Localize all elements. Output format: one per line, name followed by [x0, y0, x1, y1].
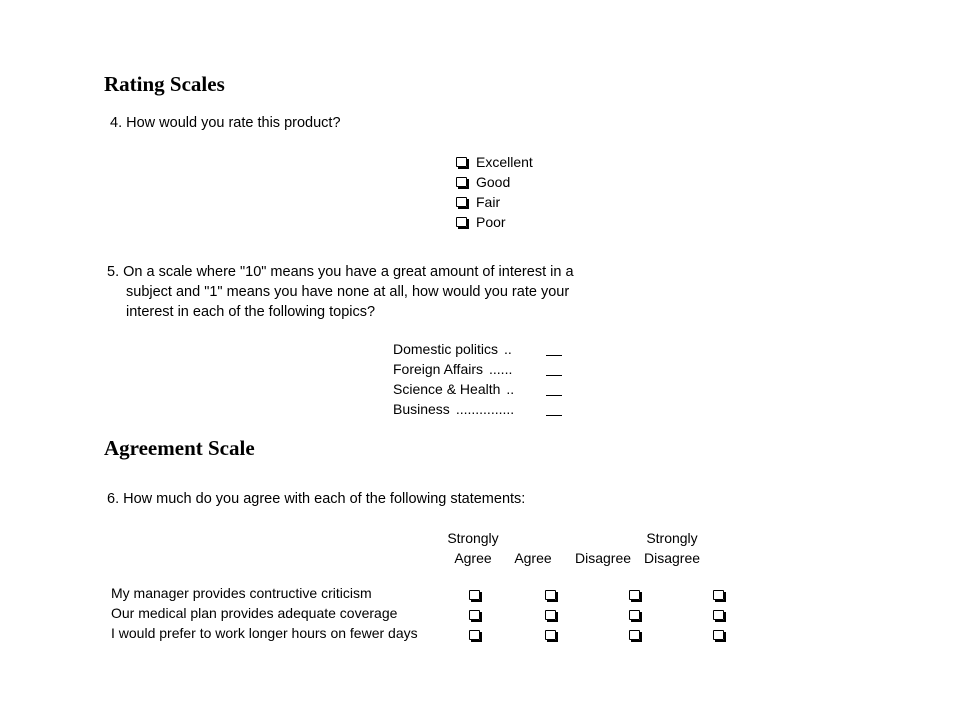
question-5-text — [107, 262, 574, 322]
statement-row — [111, 586, 711, 606]
checkbox-icon[interactable] — [545, 590, 556, 600]
statement-table — [111, 586, 711, 646]
topic-dots: .. — [506, 381, 515, 397]
statement-row — [111, 606, 711, 626]
topic-answer-blank[interactable] — [546, 403, 562, 416]
agreement-scale-heading: Agreement Scale — [104, 436, 255, 460]
checkbox-icon[interactable] — [713, 590, 724, 600]
column-header-agree — [508, 528, 558, 568]
column-header-line-2: Agree — [454, 550, 492, 566]
rating-scales-heading: Rating Scales — [104, 72, 225, 96]
question-4-options — [456, 152, 533, 232]
topic-dots: .. — [504, 341, 512, 357]
checkbox-icon[interactable] — [713, 630, 724, 640]
checkbox-icon[interactable] — [456, 197, 467, 207]
column-header-strongly-disagree — [638, 528, 706, 568]
question-5-line-2: subject and "1" means you have none at all, how would you rate your — [126, 284, 570, 300]
checkbox-icon[interactable] — [469, 610, 480, 620]
topic-answer-blank[interactable] — [546, 363, 562, 376]
checkbox-icon[interactable] — [456, 157, 467, 167]
topic-label: Domestic politics — [393, 341, 499, 357]
topic-row — [393, 379, 514, 399]
topic-row — [393, 399, 514, 419]
column-header-line-2: Agree — [514, 550, 552, 566]
checkbox-icon[interactable] — [713, 610, 724, 620]
question-5-line-1: 5. On a scale where "10" means you have a great amount of interest in a — [107, 264, 574, 280]
checkbox-icon[interactable] — [629, 630, 640, 640]
topic-dots: ...... — [489, 361, 513, 377]
topic-label: Foreign Affairs — [393, 361, 484, 377]
option-label: Poor — [476, 214, 506, 230]
statement-text: Our medical plan provides adequate coverage — [111, 605, 398, 621]
checkbox-icon[interactable] — [545, 610, 556, 620]
option-good[interactable] — [456, 172, 533, 192]
option-label: Good — [476, 174, 511, 190]
statement-row — [111, 626, 711, 646]
option-label: Fair — [476, 194, 501, 210]
column-header-line-1: Strongly — [646, 530, 698, 546]
topic-row — [393, 339, 514, 359]
checkbox-icon[interactable] — [456, 217, 467, 227]
topic-list — [393, 339, 514, 419]
column-header-line-1 — [570, 528, 636, 548]
column-header-strongly-agree — [440, 528, 506, 568]
question-6-text: 6. How much do you agree with each of the following statements: — [107, 491, 526, 507]
topic-dots: ............... — [455, 401, 515, 417]
question-5-line-3: interest in each of the following topics? — [126, 304, 376, 320]
column-header-line-1: Strongly — [447, 530, 499, 546]
column-header-disagree — [570, 528, 636, 568]
option-excellent[interactable] — [456, 152, 533, 172]
topic-row — [393, 359, 514, 379]
column-header-line-2: Disagree — [574, 550, 632, 566]
topic-label: Business — [393, 401, 450, 417]
checkbox-icon[interactable] — [469, 590, 480, 600]
question-4-text: 4. How would you rate this product? — [110, 115, 341, 131]
column-header-line-2: Disagree — [643, 550, 701, 566]
option-label: Excellent — [476, 154, 533, 170]
topic-label: Science & Health — [393, 381, 501, 397]
checkbox-icon[interactable] — [545, 630, 556, 640]
column-header-line-1 — [508, 528, 558, 548]
topic-answer-blank[interactable] — [546, 343, 562, 356]
statement-text: I would prefer to work longer hours on fewer days — [111, 625, 418, 641]
option-poor[interactable] — [456, 212, 533, 232]
checkbox-icon[interactable] — [456, 177, 467, 187]
statement-text: My manager provides contructive criticism — [111, 585, 372, 601]
checkbox-icon[interactable] — [629, 610, 640, 620]
checkbox-icon[interactable] — [629, 590, 640, 600]
option-fair[interactable] — [456, 192, 533, 212]
checkbox-icon[interactable] — [469, 630, 480, 640]
topic-answer-blank[interactable] — [546, 383, 562, 396]
